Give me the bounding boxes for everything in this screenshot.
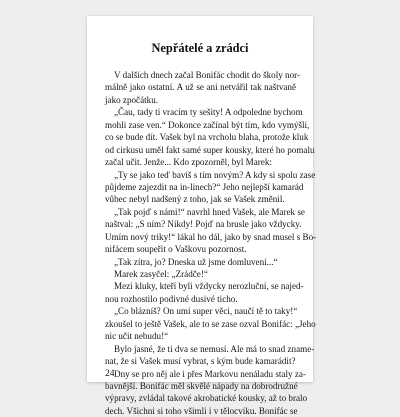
- text-line: „Co blázníš? On umí super věci, naučí tě to taky!“: [114, 306, 298, 317]
- text-line: V dalších dnech začal Bonifác chodit do školy nor-: [114, 70, 301, 80]
- text-line: Bylo jasné, že ti dva se nemusí. Ale má to snad zname-: [114, 343, 315, 354]
- text-line: naštval: „S ním? Nikdy! Pojď na brusle jako vždycky.: [105, 219, 302, 230]
- text-line: od cirkusu uměl fakt samé super kousky, které ho pomalu: [105, 144, 315, 155]
- text-line: nic učit nebudu!“: [105, 331, 169, 342]
- text-line: začal učit. Jenže... Kdo zpozorněl, byl Marek:: [105, 157, 272, 168]
- text-line: Mezi kluky, kteří byli vždycky nerozluční, se najed-: [114, 281, 304, 292]
- text-line: dech. Všichni si toho všimli i v tělocviku. Bonifác se: [105, 405, 298, 416]
- text-line: jako zpočátku.: [105, 94, 159, 105]
- text-line: Dny se pro něj ale i přes Markovu nenáladu staly za-: [114, 368, 306, 379]
- page-number: 24: [105, 368, 115, 379]
- text-line: zkoušel to ještě Vašek, ale to se zase ozval Bonifác: „Jeho: [105, 318, 316, 329]
- text-line: mohli zase ven.“ Dokonce začínal být tím, kdo vymýšlí,: [105, 119, 310, 130]
- text-line: málně jako ostatní. A už se ani netvářil tak naštvaně: [105, 82, 296, 93]
- text-line: „Tak pojď s námi!“ navrhl hned Vašek, ale Marek se: [114, 206, 305, 217]
- text-line: co se bude dít. Vašek byl na vrcholu blaha, protože kluk: [105, 132, 309, 143]
- text-line: výpravy, zvládal takové akrobatické kousky, až to bralo: [105, 393, 308, 404]
- text-line: „Ty se jako teď bavíš s tím novým? A kdy si spolu zase: [114, 169, 316, 180]
- text-line: nat, že si Vašek musí vybrat, s kým bude kamarádit?: [105, 356, 296, 367]
- text-line: nifácem soupeřit o Vaškovu pozornost.: [105, 244, 247, 255]
- text-line: „Čau, tady ti vracím ty sešity! A odpoledne bychom: [114, 107, 303, 118]
- body-text: [105, 69, 317, 417]
- text-line: „Tak zítra, jo? Dneska už jsme domluvení...“: [114, 256, 278, 267]
- text-line: vůbec nebyl nadšený z toho, jak se Vašek změnil.: [105, 194, 285, 205]
- text-line: bavnější. Bonifác měl skvělé nápady na dobrodružné: [105, 380, 298, 391]
- book-page: [87, 16, 317, 416]
- text-line: nou rozhostilo podivné dusivé ticho.: [105, 293, 238, 304]
- text-line: Umím nový triky!“ lákal ho dál, jako by snad musel s Bo-: [105, 231, 317, 242]
- chapter-title: Nepřátelé a zrádci: [151, 41, 249, 55]
- text-line: Marek zasyčel: „Zrádče!“: [114, 269, 208, 279]
- text-line: půjdeme zajezdit na in-linech?“ Jeho nejlepší kamarád: [105, 181, 304, 192]
